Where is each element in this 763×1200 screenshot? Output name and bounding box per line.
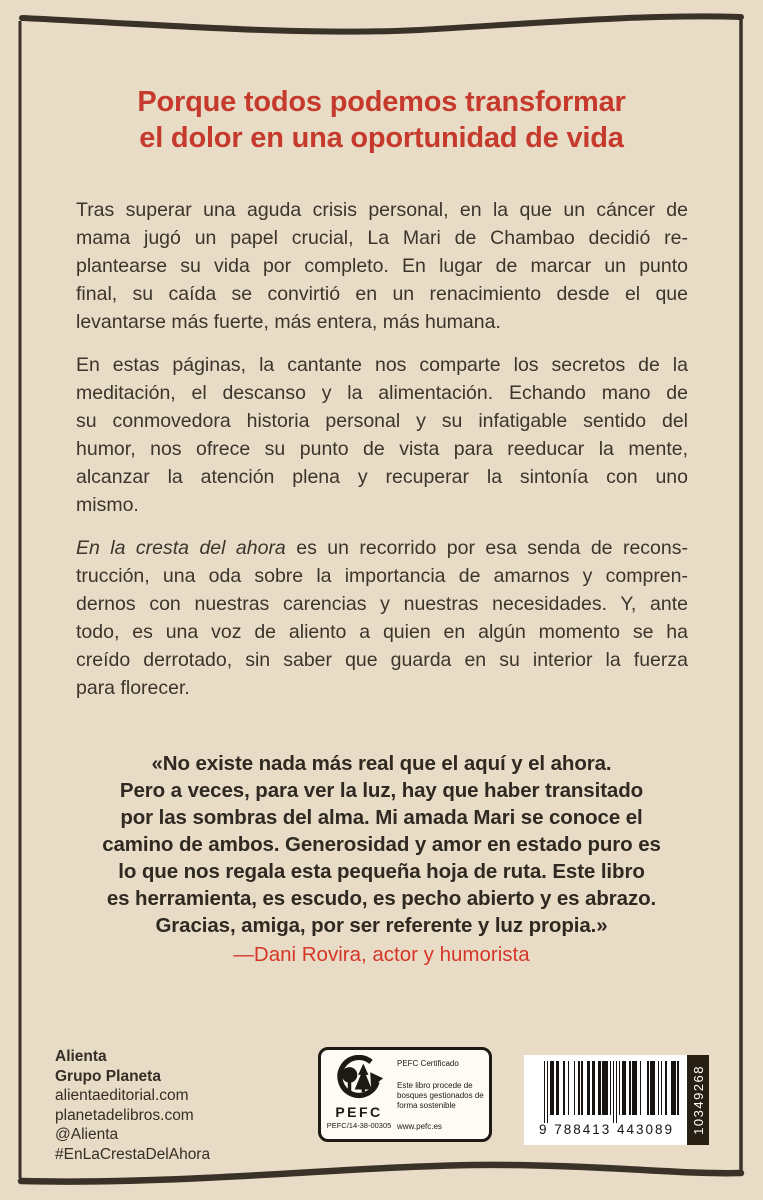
text-line: @Alienta <box>55 1126 119 1143</box>
text-line: planetadelibros.com <box>55 1106 194 1124</box>
text-line: Alienta <box>55 1048 107 1065</box>
text-line: lo que nos regala esta pequeña hoja de ruta. Este libro <box>118 860 645 883</box>
pefc-text-column <box>397 1050 489 1139</box>
barcode-number: 9 788413 443089 <box>538 1122 675 1137</box>
text-line: creído derrotado, sin saber que guarda en su interior la fuerza <box>76 649 688 671</box>
text-line: levantarse más fuerte, más entera, más humana. <box>76 311 501 333</box>
text-line: trucción, una oda sobre la importancia de amarnos y compren- <box>76 565 688 587</box>
synopsis-paragraph-2 <box>76 351 688 519</box>
text-line: alientaeditorial.com <box>55 1087 189 1104</box>
text-line: camino de ambos. Generosidad y amor en estado puro es <box>102 833 661 856</box>
text-line: todo, es una voz de aliento a quien en algún momento se ha <box>76 621 688 643</box>
text-line: dernos con nuestras carencias y nuestras necesidades. Y, ante <box>76 593 688 615</box>
text-line: #EnLaCrestaDelAhora <box>55 1145 211 1163</box>
pefc-url: www.pefc.es <box>397 1122 442 1131</box>
pefc-cert-code: PEFC/14-38-00305 <box>326 1121 392 1130</box>
barcode-side-strip <box>687 1055 709 1145</box>
barcode-side-code: 10349268 <box>690 1065 706 1135</box>
quote-attribution: —Dani Rovira, actor y humorista <box>233 943 530 966</box>
pefc-description: Este libro procede de bosques gestionados de forma sostenible <box>397 1080 484 1110</box>
text-line: Porque todos podemos transformar <box>137 86 626 118</box>
endorsement-quote <box>40 750 723 939</box>
text-line: «No existe nada más real que el aquí y el ahora. <box>151 752 612 775</box>
synopsis-paragraph-3 <box>76 534 688 702</box>
barcode-bars <box>532 1061 682 1125</box>
isbn-barcode <box>524 1055 709 1145</box>
text-line: meditación, el descanso y la alimentación. Echando mano de <box>76 382 688 404</box>
text-line: En estas páginas, la cantante nos comparte los secretos de la <box>76 354 688 376</box>
publisher-links <box>55 1086 210 1164</box>
synopsis <box>76 196 688 717</box>
publisher-name <box>55 1047 210 1086</box>
text-line: Grupo Planeta <box>55 1067 161 1085</box>
text-line: Pero a veces, para ver la luz, hay que haber transitado <box>119 779 644 802</box>
barcode-gap <box>680 1061 682 1115</box>
pefc-certified-label: PEFC Certificado <box>397 1059 459 1068</box>
text-line: humor, nos ofrece su punto de vista para reeducar la mente, <box>76 438 688 460</box>
text-line: para florecer. <box>76 677 190 699</box>
publisher-block <box>55 1047 210 1164</box>
pefc-logo-column <box>321 1050 397 1139</box>
text-line: plantearse su vida por completo. En lugar de marcar un punto <box>76 255 688 277</box>
text-line: por las sombras del alma. Mi amada Mari se conoce el <box>120 806 643 829</box>
text-line: Gracias, amiga, por ser referente y luz propia.» <box>155 914 608 937</box>
text-line: final, su caída se convirtió en un renacimiento desde el que <box>76 283 688 305</box>
pefc-logo-icon <box>333 1055 385 1105</box>
text-line: es herramienta, es escudo, es pecho abierto y es abrazo. <box>106 887 657 910</box>
text-line: mismo. <box>76 494 139 516</box>
text-line: alcanzar la atención plena y recuperar la sintonía con uno <box>76 466 688 488</box>
text-line: Tras superar una aguda crisis personal, en la que un cáncer de <box>76 199 688 221</box>
text-line: su conmovedora historia personal y su infatigable sentido del <box>76 410 688 432</box>
pefc-name: PEFC <box>335 1104 383 1120</box>
synopsis-paragraph-1 <box>76 196 688 336</box>
pefc-certification-label <box>318 1047 492 1142</box>
text-line: el dolor en una oportunidad de vida <box>139 122 624 154</box>
text-line: mama jugó un papel crucial, La Mari de Chambao decidió re- <box>76 227 688 249</box>
text-line: En la cresta del ahora es un recorrido por esa senda de recons- <box>76 537 688 559</box>
cover-tagline <box>0 84 763 156</box>
barcode-panel <box>524 1055 687 1145</box>
